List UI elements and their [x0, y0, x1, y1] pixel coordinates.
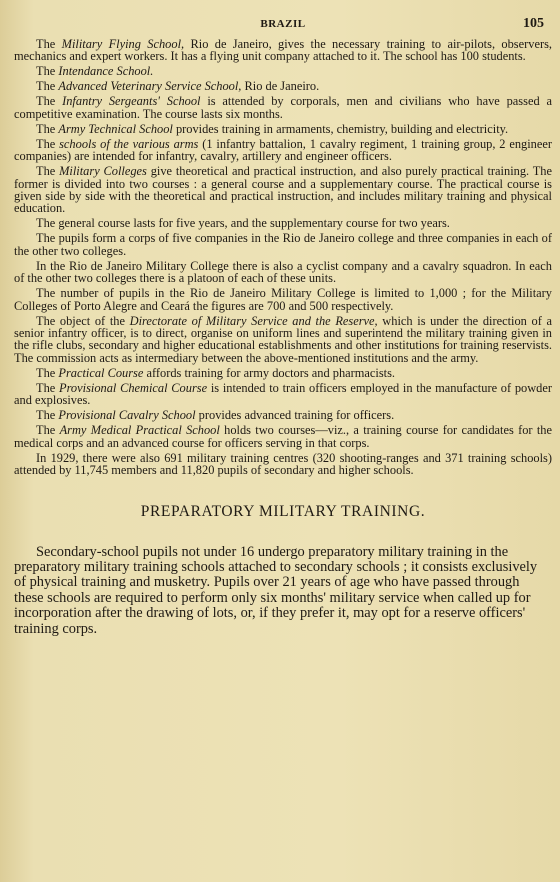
paragraph — [14, 165, 552, 215]
paragraph — [14, 367, 552, 379]
running-head: BRAZIL — [260, 18, 306, 30]
section-paragraph: Secondary-school pupils not under 16 undergo preparatory military training in the preparatory military training schools attached to secondary schools ; it consists exclusively of physical training and musketry. Pupils over 21 years of age who have passed through these schools are required to perform only six months' military service when called up for incorporation after the drawing of lots, or, if they prefer it, may opt for a reserve officers' training corps. — [14, 543, 538, 637]
paragraph — [14, 287, 552, 312]
paragraph-text: The pupils form a corps of five companies in the Rio de Janeiro college and three companies in each of the other two colleges. — [14, 231, 552, 258]
paragraph-text: give theoretical and practical instruction, and also purely practical training. The former is divided into two courses : a general course and a supplementary course. The practical course is given side by side with the theoretical and practical instruction, and includes military training and physical education. — [14, 164, 552, 216]
paragraph — [14, 217, 552, 229]
italic-term: Infantry Sergeants' School — [62, 94, 201, 109]
paragraph-text: holds two courses—viz., a training course for candidates for the medical corps and an advanced course for officers serving in that corps. — [14, 423, 552, 450]
paragraph-text: The general course lasts for five years, and the supplementary course for two years. — [36, 216, 450, 231]
paragraph-text: provides advanced training for officers. — [195, 408, 395, 423]
paragraph — [14, 80, 552, 92]
section-heading: PREPARATORY MILITARY TRAINING. — [140, 502, 426, 520]
italic-term: Advanced Veterinary Service School, — [58, 79, 242, 94]
paragraph-text: The — [36, 365, 59, 380]
paragraph-text: (1 infantry battalion, 1 cavalry regiment, 1 training group, 2 engineer companies) are intended for infantry, cavalry, artillery and engineer officers. — [14, 136, 552, 164]
section-body — [14, 545, 552, 637]
paragraph-text: The number of pupils in the Rio de Janeiro Military College is limited to 1,000 ; for the Military Colleges of Porto Alegre and Ceará the figures are 700 and 500 respectively. — [14, 286, 552, 313]
italic-term: Practical Course — [58, 365, 144, 380]
italic-term: Provisional Chemical Course — [59, 380, 208, 395]
paragraph-text: The — [36, 79, 59, 94]
paragraph-text: The — [36, 64, 59, 79]
paragraph-text: The — [36, 136, 60, 151]
italic-term: Army Medical Practical School — [59, 423, 220, 438]
italic-term: Military Colleges — [59, 164, 147, 179]
page-number: 105 — [523, 16, 544, 31]
paragraph — [14, 123, 552, 135]
paragraph — [14, 65, 552, 77]
paragraph-text: Rio de Janeiro, gives the necessary training to air-pilots, observers, mechanics and expert workers. It has a flying unit company attached to it. The school has 100 students. — [14, 37, 552, 64]
paragraph-text: provides training in armaments, chemistry, building and electricity. — [172, 121, 509, 136]
italic-term: Intendance School. — [58, 64, 154, 79]
paragraph — [14, 95, 552, 120]
italic-term: schools of the various arms — [59, 136, 199, 151]
paragraph-text: which is under the direction of a senior infantry officer, is to direct, organise on uniform lines and superintend the military training given in the rifle clubs, secondary and higher educational establishments and other institutions for training reservists. The commission acts as intermediary between the above-mentioned institutions and the army. — [14, 313, 552, 365]
paragraph-text: In 1929, there were also 691 military training centres (320 shooting-ranges and 371 training schools) attended by 11,745 members and 11,820 pupils of secondary and higher schools. — [14, 450, 552, 478]
paragraph — [14, 315, 552, 365]
paragraph-text: The object of the — [36, 313, 130, 328]
italic-term: Directorate of Military Service and the Reserve, — [129, 313, 378, 328]
paragraph — [14, 424, 552, 449]
paragraph — [14, 409, 552, 421]
paragraph — [14, 38, 552, 63]
paragraph — [14, 138, 552, 163]
paragraph-text: The — [36, 94, 63, 109]
paragraph — [14, 260, 552, 285]
italic-term: Military Flying School, — [61, 37, 185, 51]
paragraph-text: The — [36, 37, 62, 51]
paragraph-text: The — [36, 408, 59, 423]
paragraph-text: In the Rio de Janeiro Military College there is also a cyclist company and a cavalry squadron. In each of the other two colleges there is a platoon of each of these units. — [14, 258, 552, 286]
body-text — [14, 38, 552, 477]
paragraph-text: is attended by corporals, men and civilians who have passed a competitive examination. The course lasts six months. — [14, 94, 552, 121]
paragraph-text: The — [36, 121, 59, 136]
paragraph — [14, 382, 552, 407]
paragraph-text: Rio de Janeiro. — [241, 79, 320, 94]
paragraph-text: is intended to train officers employed in the manufacture of powder and explosives. — [14, 380, 553, 408]
italic-term: Provisional Cavalry School — [58, 408, 196, 423]
page-header — [14, 14, 552, 38]
paragraph — [14, 232, 552, 257]
italic-term: Army Technical School — [58, 121, 173, 136]
paragraph-text: The — [36, 380, 59, 395]
paragraph — [14, 452, 552, 477]
paragraph-text: The — [36, 164, 60, 179]
paragraph-text: affords training for army doctors and pharmacists. — [143, 365, 396, 380]
paragraph-text: The — [36, 423, 60, 438]
